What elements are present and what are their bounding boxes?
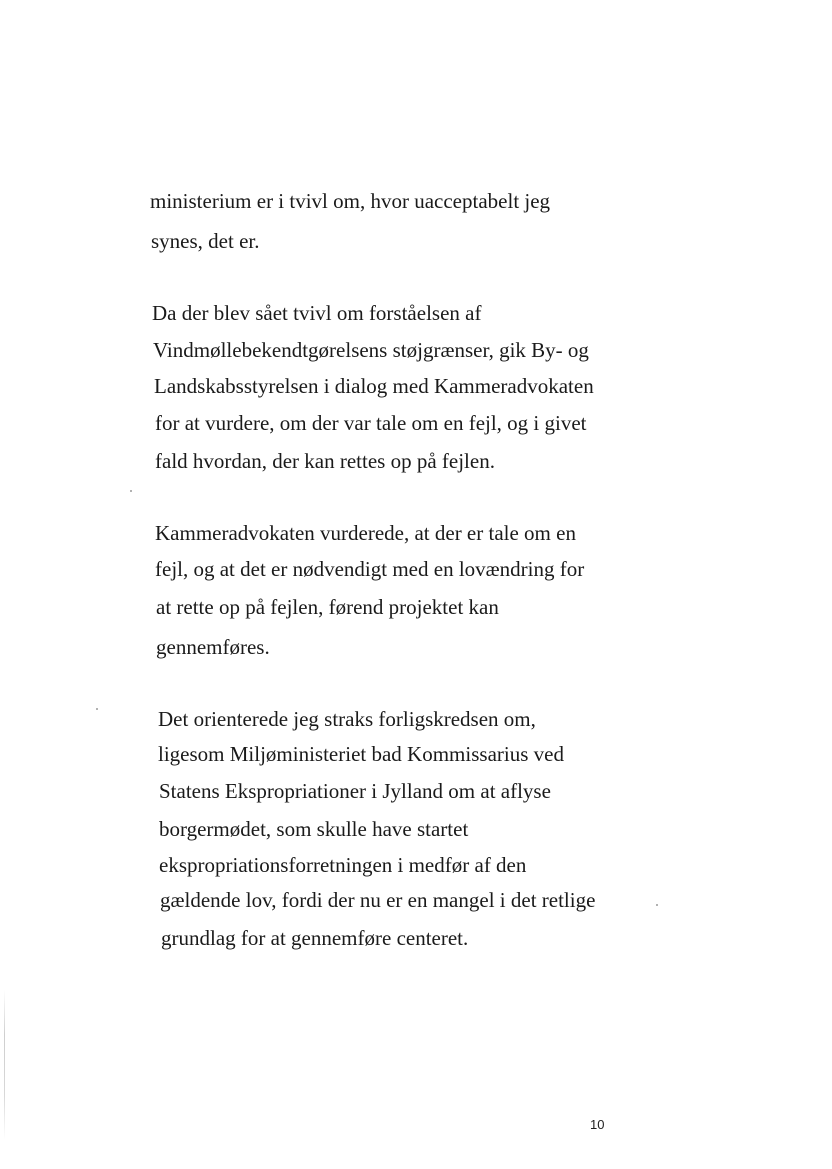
scan-speck [130, 490, 132, 492]
text-line: Da der blev sået tvivl om forståelsen af [152, 301, 482, 325]
text-line: ekspropriationsforretningen i medfør af den [159, 853, 527, 877]
scan-speck [96, 708, 98, 710]
text-line: gældende lov, fordi der nu er en mangel i det retlige [160, 888, 596, 912]
text-line: ligesom Miljøministeriet bad Kommissarius ved [158, 742, 564, 766]
text-line: Det orienterede jeg straks forligskredsen om, [158, 707, 536, 731]
text-line: ministerium er i tvivl om, hvor uacceptabelt jeg [150, 189, 551, 213]
text-line: Landskabsstyrelsen i dialog med Kammeradvokaten [154, 374, 594, 398]
text-line: Kammeradvokaten vurderede, at der er tale om en [155, 521, 576, 545]
text-line: at rette op på fejlen, førend projektet kan [156, 595, 499, 619]
scan-edge-artifact [4, 990, 5, 1140]
text-line: synes, det er. [151, 229, 260, 253]
text-line: Statens Ekspropriationer i Jylland om at aflyse [159, 779, 551, 803]
text-line: Vindmøllebekendtgørelsens støjgrænser, gik By- og [153, 338, 589, 362]
text-line: grundlag for at gennemføre centeret. [161, 926, 469, 950]
text-line: fejl, og at det er nødvendigt med en lovændring for [155, 557, 585, 581]
text-line: gennemføres. [156, 635, 270, 659]
text-line: fald hvordan, der kan rettes op på fejlen. [155, 449, 495, 473]
scan-speck [656, 904, 658, 906]
text-line: for at vurdere, om der var tale om en fejl, og i givet [155, 411, 587, 435]
page-number: 10 [590, 1117, 605, 1132]
text-line: borgermødet, som skulle have startet [159, 817, 469, 841]
